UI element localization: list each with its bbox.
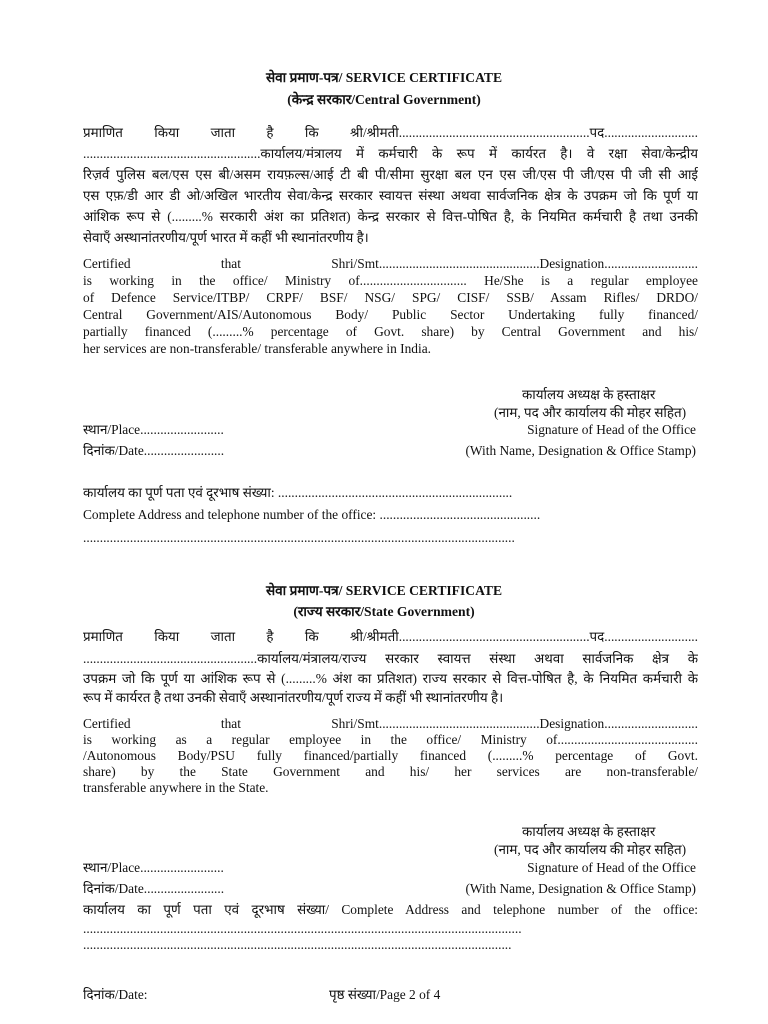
page-number: पृष्ठ संख्या/Page 2 of 4 (329, 987, 441, 1002)
central-english-line: her services are non-transferable/ transferable anywhere in India. (83, 341, 431, 356)
footer-date: दिनांक/Date: (83, 987, 148, 1002)
central-sign-hindi-sub: (नाम, पद और कार्यालय की मोहर सहित) (494, 405, 687, 420)
state-hindi-line: उपक्रम जो कि पूर्ण या आंशिक रूप से (.........% अंश का प्रतिशत) राज्य सरकार से वित्त-पोषित है, के नियमित कर्मचारी के (83, 671, 698, 686)
state-sign-hindi-sub: (नाम, पद और कार्यालय की मोहर सहित) (494, 842, 687, 857)
state-english-line: is working as a regular employee in the office/ Ministry of.......................................... (83, 732, 698, 747)
central-address-dots: ................................................................................................................................. (83, 530, 515, 545)
state-address-combined: कार्यालय का पूर्ण पता एवं दूरभाष संख्या/ Complete Address and telephone number of the office: (83, 902, 698, 917)
central-english-line: is working in the office/ Ministry of................................ He/She is a regular employee (83, 273, 698, 288)
central-title: सेवा प्रमाण-पत्र/ SERVICE CERTIFICATE (265, 70, 503, 85)
central-place: स्थान/Place......................... (83, 422, 224, 437)
state-address-dots: ................................................................................................................................ (83, 937, 512, 952)
central-english-line: Certified that Shri/Smt................................................Designation............................ (83, 256, 698, 271)
central-sign-hindi: कार्यालय अध्यक्ष के हस्ताक्षर (522, 387, 656, 402)
state-english-line: Certified that Shri/Smt................................................Designation............................ (83, 716, 698, 731)
central-sign-en-sub: (With Name, Designation & Office Stamp) (465, 443, 696, 458)
state-english-line: share) by the State Government and his/ her services are non-transferable/ (83, 764, 698, 779)
state-address-dots: ................................................................................................................................... (83, 921, 522, 936)
central-date: दिनांक/Date........................ (83, 443, 225, 458)
central-subtitle: (केन्द्र सरकार/Central Government) (287, 92, 481, 107)
central-address-en: Complete Address and telephone number of the office: ................................................ (83, 507, 541, 522)
central-hindi-line: प्रमाणित किया जाता है कि श्री/श्रीमती.........................................................पद............................ (83, 125, 698, 140)
central-hindi-line: आंशिक रूप से (.........% सरकारी अंश का प्रतिशत) केन्द्र सरकार से वित्त-पोषित है, के नियमित कर्मचारी है तथा उनकी (83, 209, 698, 224)
state-place: स्थान/Place......................... (83, 860, 224, 875)
central-sign-en: Signature of Head of the Office (527, 422, 696, 437)
central-english-line: Central Government/AIS/Autonomous Body/ Public Sector Undertaking fully financed/ (83, 307, 698, 322)
state-title: सेवा प्रमाण-पत्र/ SERVICE CERTIFICATE (265, 583, 503, 598)
central-english-line: of Defence Service/ITBP/ CRPF/ BSF/ NSG/ SPG/ CISF/ SSB/ Assam Rifles/ DRDO/ (83, 290, 698, 305)
state-english-line: /Autonomous Body/PSU fully financed/partially financed (.........% percentage of Govt. (83, 748, 698, 763)
central-hindi-line: एस एफ़/डी आर डी ओ/अखिल भारतीय सेवा/केन्द्र सरकार स्वायत्त संस्था अथवा सार्वजनिक क्षेत्र के उपक्रम जो कि पूर्ण या (83, 188, 698, 203)
state-subtitle: (राज्य सरकार/State Government) (293, 604, 475, 619)
state-hindi-line: रूप में कार्यरत है तथा उनकी सेवाएँ अस्थानांतरणीय/पूर्ण राज्य में कहीं भी स्थानांतरणीय है। (83, 690, 504, 705)
state-sign-hindi: कार्यालय अध्यक्ष के हस्ताक्षर (522, 824, 656, 839)
central-english-line: partially financed (.........% percentage of Govt. share) by Central Government and his/ (83, 324, 698, 339)
state-sign-en: Signature of Head of the Office (527, 860, 696, 875)
central-hindi-line: .....................................................कार्यालय/मंत्रालय में कर्मचारी के रूप में कार्यरत है। वे रक्षा सेवा/केन्द्रीय (83, 146, 698, 161)
state-sign-en-sub: (With Name, Designation & Office Stamp) (465, 881, 696, 896)
central-hindi-line: रिज़र्व पुलिस बल/एस एस बी/असम रायफ़ल्स/आई टी बी पी/सीमा सुरक्षा बल एन एस जी/एस पी जी/एस पी जी सी आई (83, 167, 698, 182)
state-english-line: transferable anywhere in the State. (83, 780, 269, 795)
state-hindi-line: प्रमाणित किया जाता है कि श्री/श्रीमती.........................................................पद............................ (83, 629, 698, 644)
state-hindi-line: ....................................................कार्यालय/मंत्रालय/राज्य सरकार स्वायत्त संस्था अथवा सार्वजनिक क्षेत्र के (83, 651, 698, 666)
central-address-hindi: कार्यालय का पूर्ण पता एवं दूरभाष संख्या: ...................................................................... (83, 485, 513, 500)
central-hindi-line: सेवाएँ अस्थानांतरणीय/पूर्ण भारत में कहीं भी स्थानांतरणीय है। (83, 230, 369, 245)
state-date: दिनांक/Date........................ (83, 881, 225, 896)
